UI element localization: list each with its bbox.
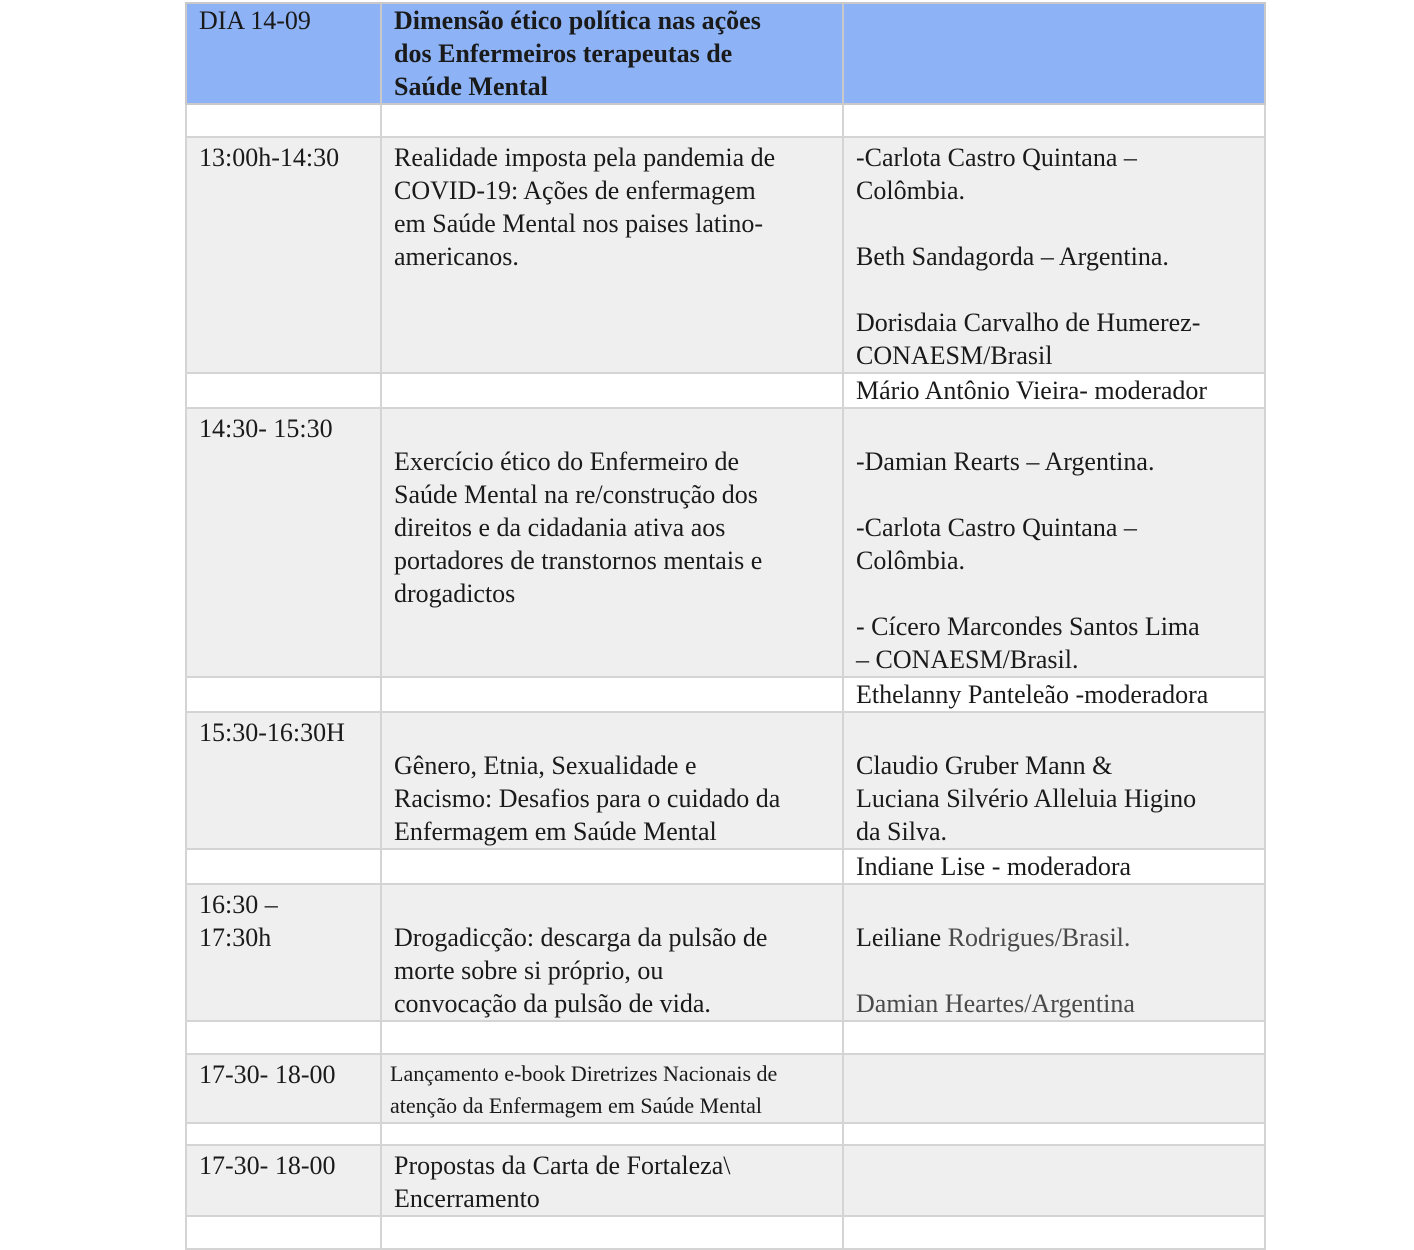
session-topic: Lançamento e-book Diretrizes Nacionais de atenção da Enfermagem em Saúde Mental — [381, 1054, 843, 1123]
session-time: 17-30- 18-00 — [186, 1054, 381, 1123]
moderator-name: Mário Antônio Vieira- moderador — [843, 373, 1265, 408]
session-time: 13:00h-14:30 — [186, 137, 381, 373]
session-row — [186, 137, 1265, 373]
session-row — [186, 408, 1265, 677]
session-row — [186, 884, 1265, 1021]
session-topic: Drogadicção: descarga da pulsão de morte sobre si próprio, ou convocação da pulsão de vida. — [381, 884, 843, 1021]
speaker-rest: Rodrigues/Brasil. — [941, 923, 1131, 952]
spacer-row — [186, 1216, 1265, 1249]
session-row — [186, 1145, 1265, 1216]
moderator-name: Ethelanny Panteleão -moderadora — [843, 677, 1265, 712]
session-time: 14:30- 15:30 — [186, 408, 381, 677]
session-time: 15:30-16:30H — [186, 712, 381, 849]
session-speakers: -Damian Rearts – Argentina. -Carlota Castro Quintana – Colômbia. - Cícero Marcondes Santos Lima – CONAESM/Brasil. — [843, 408, 1265, 677]
session-time: 17-30- 18-00 — [186, 1145, 381, 1216]
session-speakers: Claudio Gruber Mann & Luciana Silvério Alleluia Higino da Silva. — [843, 712, 1265, 849]
moderator-row — [186, 677, 1265, 712]
session-time: 16:30 – 17:30h — [186, 884, 381, 1021]
moderator-name: Indiane Lise - moderadora — [843, 849, 1265, 884]
panel-title: Dimensão ético política nas ações dos Enfermeiros terapeutas de Saúde Mental — [381, 3, 843, 104]
header-empty-cell — [843, 3, 1265, 104]
moderator-row — [186, 373, 1265, 408]
session-speakers: -Carlota Castro Quintana – Colômbia. Beth Sandagorda – Argentina. Dorisdaia Carvalho de Humerez- CONAESM/Brasil — [843, 137, 1265, 373]
session-speakers: Leiliane Rodrigues/Brasil. Damian Heartes/Argentina — [843, 884, 1265, 1021]
session-topic: Realidade imposta pela pandemia de COVID-19: Ações de enfermagem em Saúde Mental nos paises latino- americanos. — [381, 137, 843, 373]
schedule-table — [185, 2, 1266, 1250]
moderator-row — [186, 849, 1265, 884]
day-label: DIA 14-09 — [186, 3, 381, 104]
session-topic: Propostas da Carta de Fortaleza\ Encerramento — [381, 1145, 843, 1216]
speaker-first-name: Leiliane — [856, 923, 942, 952]
session-row — [186, 1054, 1265, 1123]
session-topic: Gênero, Etnia, Sexualidade e Racismo: Desafios para o cuidado da Enfermagem em Saúde Mental — [381, 712, 843, 849]
header-row — [186, 3, 1265, 104]
spacer-row — [186, 1123, 1265, 1145]
spacer-row — [186, 104, 1265, 137]
session-topic: Exercício ético do Enfermeiro de Saúde Mental na re/construção dos direitos e da cidadania ativa aos portadores de transtornos mentais e drogadictos — [381, 408, 843, 677]
session-row — [186, 712, 1265, 849]
spacer-row — [186, 1021, 1265, 1054]
